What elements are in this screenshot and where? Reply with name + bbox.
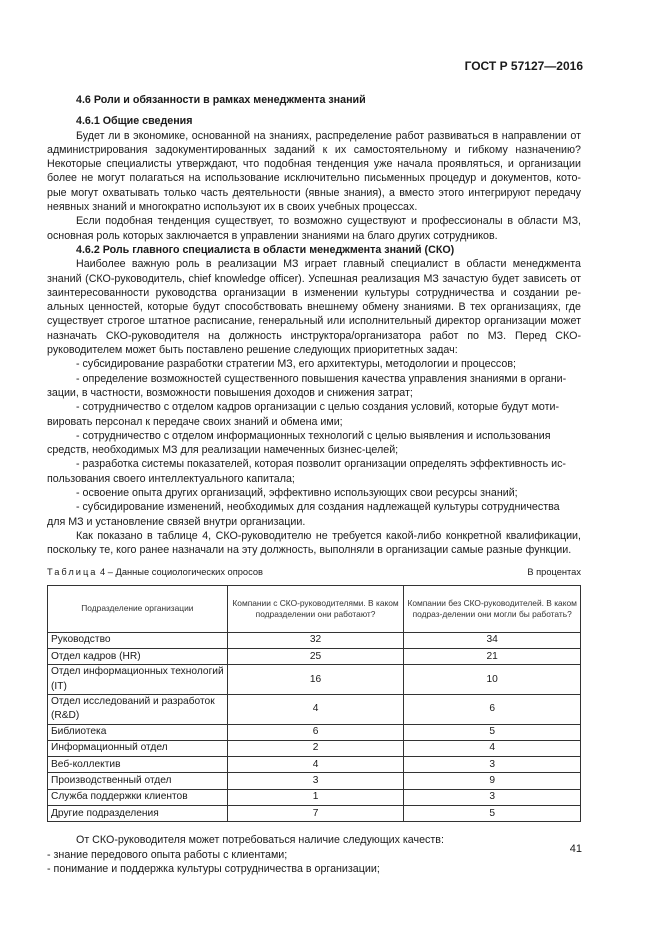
list-item-continuation: средств, необходимых МЗ для реализации намеченных бизнес-целей;: [47, 444, 399, 457]
paragraph: Как показано в таблице 4, СКО-руководителю не требуется какой-либо конкретной квалификации, поскольку те, кого ранее назначали на эту должность, выполняли в организации самые разные функции.: [47, 529, 581, 557]
table-row: Отдел информационных технологий (IT) 16 10: [48, 665, 581, 695]
table-caption-text: 4 – Данные социологических опросов: [97, 566, 263, 577]
list-item: - сотрудничество с отделом информационных технологий с целью выявления и использования: [76, 429, 551, 442]
paragraph: Наиболее важную роль в реализации МЗ играет главный специалист в области менеджмента знаний (СКО-руководитель, chief knowledge officer). Успешная реализация МЗ зачастую будет зависеть от заинтересованности руководства организации в изменении культуры сотрудничества и создании ре- альных ценностей, которые будут способствовать внешнему обмену знаниями. В тех организациях, где существует строгое штатное расписание, генеральный или исполнительный директор организации может назначать СКО-руководителя на должность инструктора/организатора работ по МЗ. Перед СКО- руководителем может быть поставлено решение следующих приоритетных задач:: [47, 258, 581, 357]
list-item: - знание передового опыта работы с клиентами;: [47, 848, 288, 861]
table-row: Веб-коллектив 4 3: [48, 757, 581, 773]
task-list: [47, 357, 581, 529]
table-row: Служба поддержки клиентов 1 3: [48, 789, 581, 805]
list-item-continuation: для МЗ и установление связей внутри организации.: [47, 515, 306, 528]
table-row: Отдел исследований и разработок (R&D) 4 6: [48, 694, 581, 724]
table-row: Информационный отдел 2 4: [48, 740, 581, 756]
table-header-row: [48, 585, 581, 632]
table-row: Производственный отдел 3 9: [48, 773, 581, 789]
list-item: - субсидирование изменений, необходимых для создания надлежащей культуры сотрудничества: [76, 501, 560, 514]
column-header: Компании без СКО-руководителей. В каком подраз-делении они могли бы работать?: [404, 585, 581, 632]
list-item: - разработка системы показателей, которая позволит организации определять эффективность ис-: [76, 458, 566, 471]
list-item: - субсидирование разработки стратегии МЗ, его архитектуры, методологии и процессов;: [76, 358, 516, 371]
subsection-heading-4-6-1: 4.6.1 Общие сведения: [76, 115, 193, 128]
section-heading: 4.6 Роли и обязанности в рамках менеджмента знаний: [76, 94, 366, 106]
list-item-continuation: вировать персонал к передаче своих знаний и обмена ими;: [47, 415, 343, 428]
page-number: 41: [569, 843, 582, 855]
document-body: [47, 93, 581, 876]
table-caption-label: Таблица: [47, 566, 98, 577]
subsection-heading-4-6-2: 4.6.2 Роль главного специалиста в области менеджмента знаний (СКО): [76, 243, 455, 256]
table-row: Библиотека 6 5: [48, 724, 581, 740]
list-item-continuation: пользования своего интеллектуального капитала;: [47, 472, 295, 485]
paragraph: Если подобная тенденция существует, то возможно существуют и профессионалы в области МЗ, основная роль которых заключается в управлении знаниями на благо других сотрудников.: [47, 215, 581, 242]
list-item-continuation: зации, в частности, возможности повышения доходов и снижения затрат;: [47, 386, 413, 399]
survey-table: [47, 585, 581, 823]
list-item: - определение возможностей существенного повышения качества управления знаниями в органи-: [76, 372, 567, 385]
table-row: Руководство 32 34: [48, 632, 581, 648]
standard-number: ГОСТ Р 57127—2016: [464, 59, 583, 73]
paragraph: От СКО-руководителя может потребоваться наличие следующих качеств:: [76, 834, 444, 847]
table-row: Другие подразделения 7 5: [48, 806, 581, 822]
list-item: - освоение опыта других организаций, эффективно использующих свои ресурсы знаний;: [76, 487, 518, 500]
qualities-block: [47, 833, 581, 876]
table-row: Отдел кадров (HR) 25 21: [48, 649, 581, 665]
column-header: Подразделение организации: [48, 585, 228, 632]
paragraph: Будет ли в экономике, основанной на знаниях, распределение работ развиваться в направлении от администрирования задокументированных заданий к их самостоятельному и гибкому назначению? Некоторые специалисты утверждают, что подобная тенденция уже начала проявляться, и организации более не могут полагаться на использование исключительно письменных процедур и документов, кото- рые могут охватывать только часть деятельности (явные знания), а вместо этого интегрируют передачу неявных знаний и многократно используют их в своих учебных процессах.: [47, 129, 581, 214]
table-caption: [47, 565, 581, 579]
list-item: - сотрудничество с отделом кадров организации с целью создания условий, которые будут моти-: [76, 401, 560, 414]
column-header: Компании с СКО-руководителями. В каком подразделении они работают?: [227, 585, 404, 632]
table-units: В процентах: [527, 566, 581, 577]
list-item: - понимание и поддержка культуры сотрудничества в организации;: [47, 862, 380, 875]
